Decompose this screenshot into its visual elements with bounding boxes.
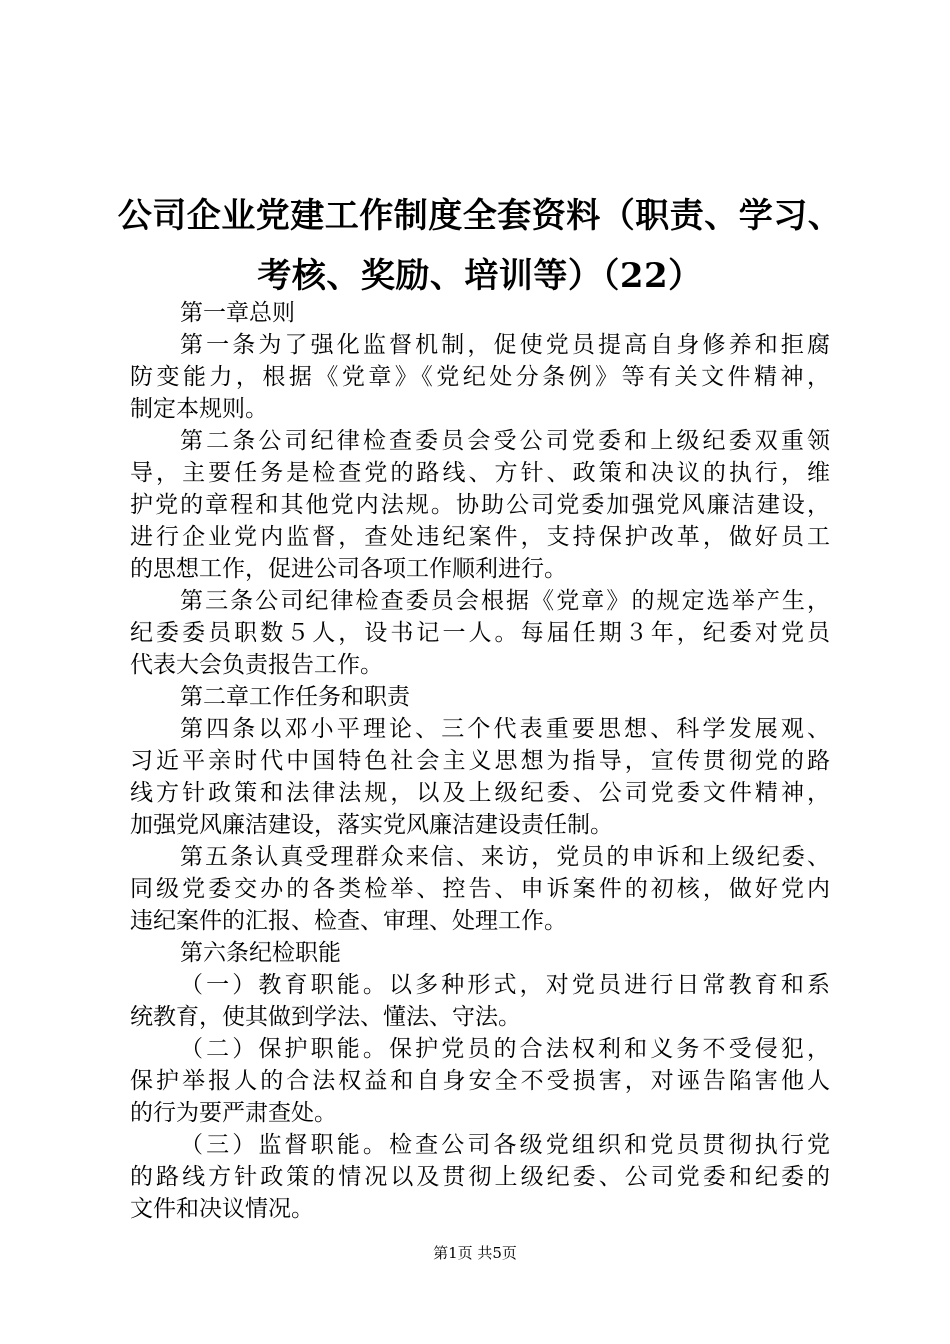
paragraph-line: （三）监督职能。检查公司各级党组织和党员贯彻执行党 <box>180 1132 830 1158</box>
paragraph-line: 第三条公司纪律检查委员会根据《党章》的规定选举产生， <box>180 588 830 614</box>
paragraph-line: 统教育，使其做到学法、懂法、守法。 <box>130 1004 521 1030</box>
paragraph <box>130 841 830 937</box>
paragraph-line: 制定本规则。 <box>130 396 268 422</box>
paragraph-line: 习近平亲时代中国特色社会主义思想为指导，宣传贯彻党的路 <box>130 748 830 774</box>
paragraph <box>130 1033 830 1129</box>
paragraph <box>130 425 830 585</box>
paragraph <box>130 681 830 713</box>
paragraph-line: （一）教育职能。以多种形式，对党员进行日常教育和系 <box>180 972 830 998</box>
paragraph-line: 加强党风廉洁建设，落实党风廉洁建设责任制。 <box>130 812 613 838</box>
paragraph-line: 第四条以邓小平理论、三个代表重要思想、科学发展观、 <box>180 716 830 742</box>
paragraph-line: 进行企业党内监督，查处违纪案件，支持保护改革，做好员工 <box>130 524 830 550</box>
paragraph <box>130 713 830 841</box>
paragraph <box>130 937 830 969</box>
paragraph-line: 保护举报人的合法权益和自身安全不受损害，对诬告陷害他人 <box>130 1068 830 1094</box>
paragraph <box>130 585 830 681</box>
paragraph-line: 文件和决议情况。 <box>130 1196 314 1222</box>
paragraph-line: 违纪案件的汇报、检查、审理、处理工作。 <box>130 908 567 934</box>
paragraph-line: 的路线方针政策的情况以及贯彻上级纪委、公司党委和纪委的 <box>130 1164 830 1190</box>
paragraph-line: 同级党委交办的各类检举、控告、申诉案件的初核，做好党内 <box>130 876 830 902</box>
paragraph-line: 导，主要任务是检查党的路线、方针、政策和决议的执行，维 <box>130 460 830 486</box>
paragraph <box>130 1129 830 1225</box>
paragraph-line: 第二条公司纪律检查委员会受公司党委和上级纪委双重领 <box>180 428 830 454</box>
paragraph-line: 第一章总则 <box>180 300 295 326</box>
paragraph <box>130 329 830 425</box>
paragraph-line: 第二章工作任务和职责 <box>180 684 410 710</box>
paragraph-line: 的行为要严肃查处。 <box>130 1100 337 1126</box>
paragraph-line: 防变能力，根据《党章》《党纪处分条例》等有关文件精神， <box>130 364 830 390</box>
paragraph-line: 的思想工作，促进公司各项工作顺利进行。 <box>130 556 567 582</box>
page-footer: 第1页 共5页 <box>433 1244 517 1262</box>
paragraph-line: 纪委委员职数５人，设书记一人。每届任期３年，纪委对党员 <box>130 620 830 646</box>
title-line-2: 考核、奖励、培训等）（22） <box>257 256 703 296</box>
title-line-1: 公司企业党建工作制度全套资料（职责、学习、 <box>117 196 843 236</box>
document-title <box>90 186 870 306</box>
paragraph-line: 第一条为了强化监督机制，促使党员提高自身修养和拒腐 <box>180 332 830 358</box>
paragraph-line: 第六条纪检职能 <box>180 940 341 966</box>
document-body <box>130 297 830 1225</box>
paragraph <box>130 969 830 1033</box>
paragraph-line: （二）保护职能。保护党员的合法权利和义务不受侵犯， <box>180 1036 830 1062</box>
paragraph-line: 代表大会负责报告工作。 <box>130 652 383 678</box>
paragraph <box>130 297 830 329</box>
paragraph-line: 线方针政策和法律法规，以及上级纪委、公司党委文件精神， <box>130 780 830 806</box>
paragraph-line: 第五条认真受理群众来信、来访，党员的申诉和上级纪委、 <box>180 844 830 870</box>
paragraph-line: 护党的章程和其他党内法规。协助公司党委加强党风廉洁建设， <box>130 492 830 518</box>
